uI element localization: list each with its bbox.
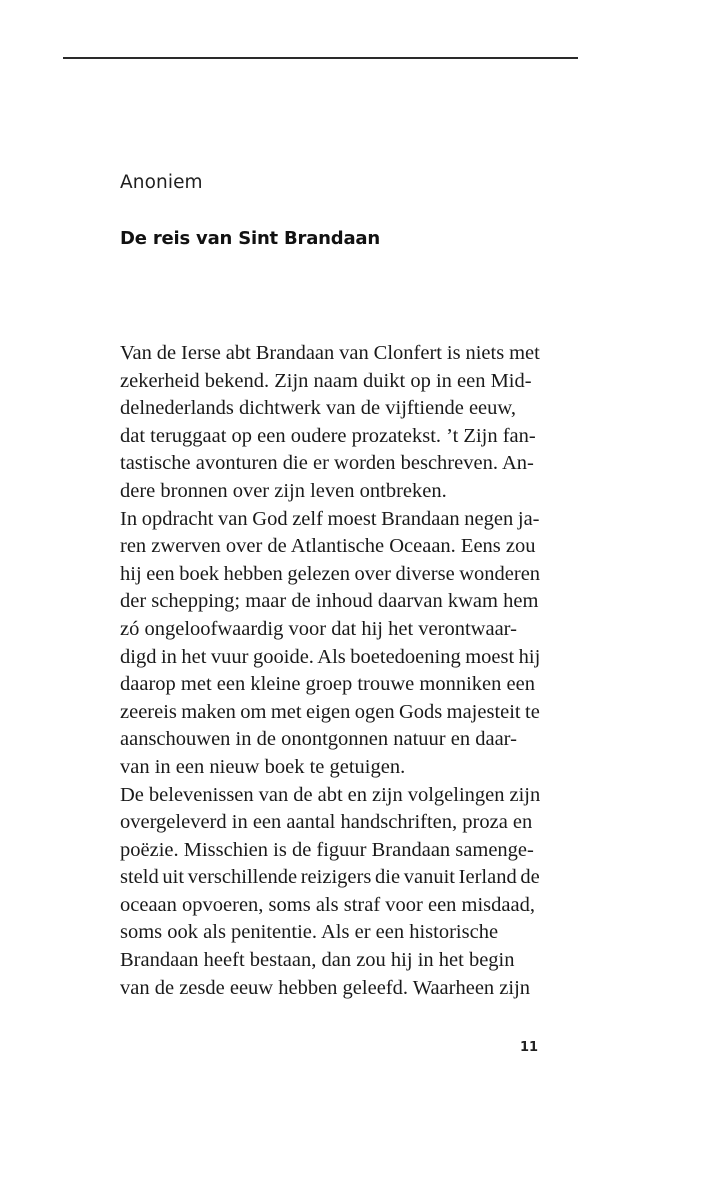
body-line: digd in het vuur gooide. Als boetedoening moest hij <box>120 645 541 668</box>
body-line: overgeleverd in een aantal handschriften, proza en <box>120 811 533 834</box>
body-line: In opdracht van God zelf moest Brandaan negen ja- <box>120 507 540 530</box>
page-number: 11 <box>520 1040 539 1055</box>
body-line: oceaan opvoeren, soms als straf voor een misdaad, <box>120 893 535 916</box>
body-line: poëzie. Misschien is de figuur Brandaan samenge- <box>120 838 534 861</box>
body-line: tastische avonturen die er worden beschreven. An- <box>120 452 534 475</box>
body-line: der schepping; maar de inhoud daarvan kwam hem <box>120 590 539 613</box>
body-line: steld uit verschillende reizigers die vanuit Ierland de <box>120 866 540 889</box>
body-line: zeereis maken om met eigen ogen Gods majesteit te <box>120 700 540 723</box>
body-line: soms ook als penitentie. Als er een historische <box>120 921 499 944</box>
body-line: ren zwerven over de Atlantische Oceaan. Eens zou <box>120 535 536 558</box>
body-line: De belevenissen van de abt en zijn volgelingen zijn <box>120 783 541 806</box>
body-line: Van de Ierse abt Brandaan van Clonfert is niets met <box>120 342 540 364</box>
body-line: aanschouwen in de onontgonnen natuur en daar- <box>120 728 517 751</box>
body-line: daarop met een kleine groep trouwe monniken een <box>120 673 535 696</box>
body-text <box>120 340 540 1002</box>
header-rule <box>63 57 578 59</box>
author-name: Anoniem <box>120 172 203 193</box>
body-line: hij een boek hebben gelezen over diverse wonderen <box>120 562 541 585</box>
chapter-title: De reis van Sint Brandaan <box>120 228 380 249</box>
body-line: dat teruggaat op een oudere prozatekst. ’t Zijn fan- <box>120 424 536 447</box>
body-line: van in een nieuw boek te getuigen. <box>120 755 406 778</box>
body-line: Brandaan heeft bestaan, dan zou hij in het begin <box>120 949 515 972</box>
body-line: zekerheid bekend. Zijn naam duikt op in een Mid- <box>120 369 532 392</box>
body-line: van de zesde eeuw hebben geleefd. Waarheen zijn <box>120 976 531 999</box>
body-line: delnederlands dichtwerk van de vijftiende eeuw, <box>120 397 516 420</box>
body-line: dere bronnen over zijn leven ontbreken. <box>120 479 447 502</box>
body-line: zó ongeloofwaardig voor dat hij het verontwaar- <box>120 617 517 640</box>
